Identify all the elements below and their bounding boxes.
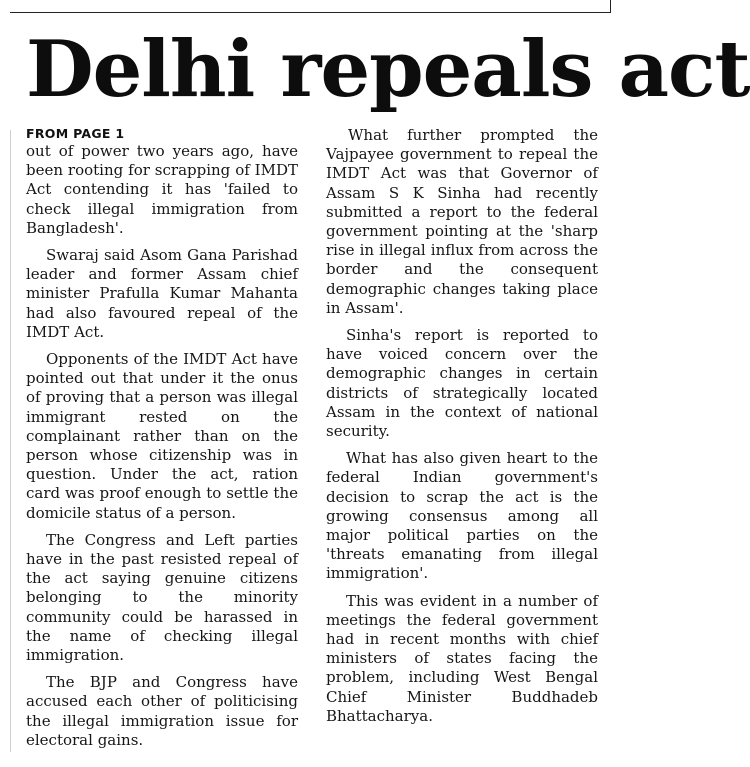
left-column-rule — [10, 130, 11, 752]
left-column — [26, 126, 298, 758]
paragraph: The BJP and Congress have accused each other of politicising the illegal immigration issue for electoral gains. — [26, 673, 298, 749]
paragraph: Swaraj said Asom Gana Parishad leader and former Assam chief minister Prafulla Kumar Mahanta had also favoured repeal of the IMDT Act. — [26, 246, 298, 341]
top-rule — [10, 12, 611, 13]
paragraph: This was evident in a number of meetings the federal government had in recent months with chief ministers of states facing the problem, including West Bengal Chief Minister Buddhadeb Bhattacharya. — [326, 591, 598, 725]
paragraph: What further prompted the Vajpayee government to repeal the IMDT Act was that Governor of Assam S K Sinha had recently submitted a report to the federal government pointing at the 'sharp rise in illegal influx from across the border and the consequent demographic changes taking place in Assam'. — [326, 126, 598, 317]
paragraph: Opponents of the IMDT Act have pointed out that under it the onus of proving that a person was illegal immigrant rested on the complainant rather than on the person whose citizenship was in question. Under the act, ration card was proof enough to settle the domicile status of a person. — [26, 350, 298, 522]
paragraph: out of power two years ago, have been rooting for scrapping of IMDT Act contending it has 'failed to check illegal immigration from Bangladesh'. — [26, 142, 298, 237]
paragraph: Sinha's report is reported to have voiced concern over the demographic changes in certain districts of strategically located Assam in the context of national security. — [326, 326, 598, 441]
headline: Delhi repeals act — [26, 24, 750, 115]
right-column — [326, 126, 598, 734]
paragraph: What has also given heart to the federal Indian government's decision to scrap the act is the growing consensus among all major political parties on the 'threats emanating from illegal immigration'. — [326, 449, 598, 583]
paragraph: The Congress and Left parties have in the past resisted repeal of the act saying genuine citizens belonging to the minority community could be harassed in the name of checking illegal immigration. — [26, 530, 298, 665]
kicker: FROM PAGE 1 — [26, 126, 125, 141]
right-rule — [610, 0, 611, 13]
